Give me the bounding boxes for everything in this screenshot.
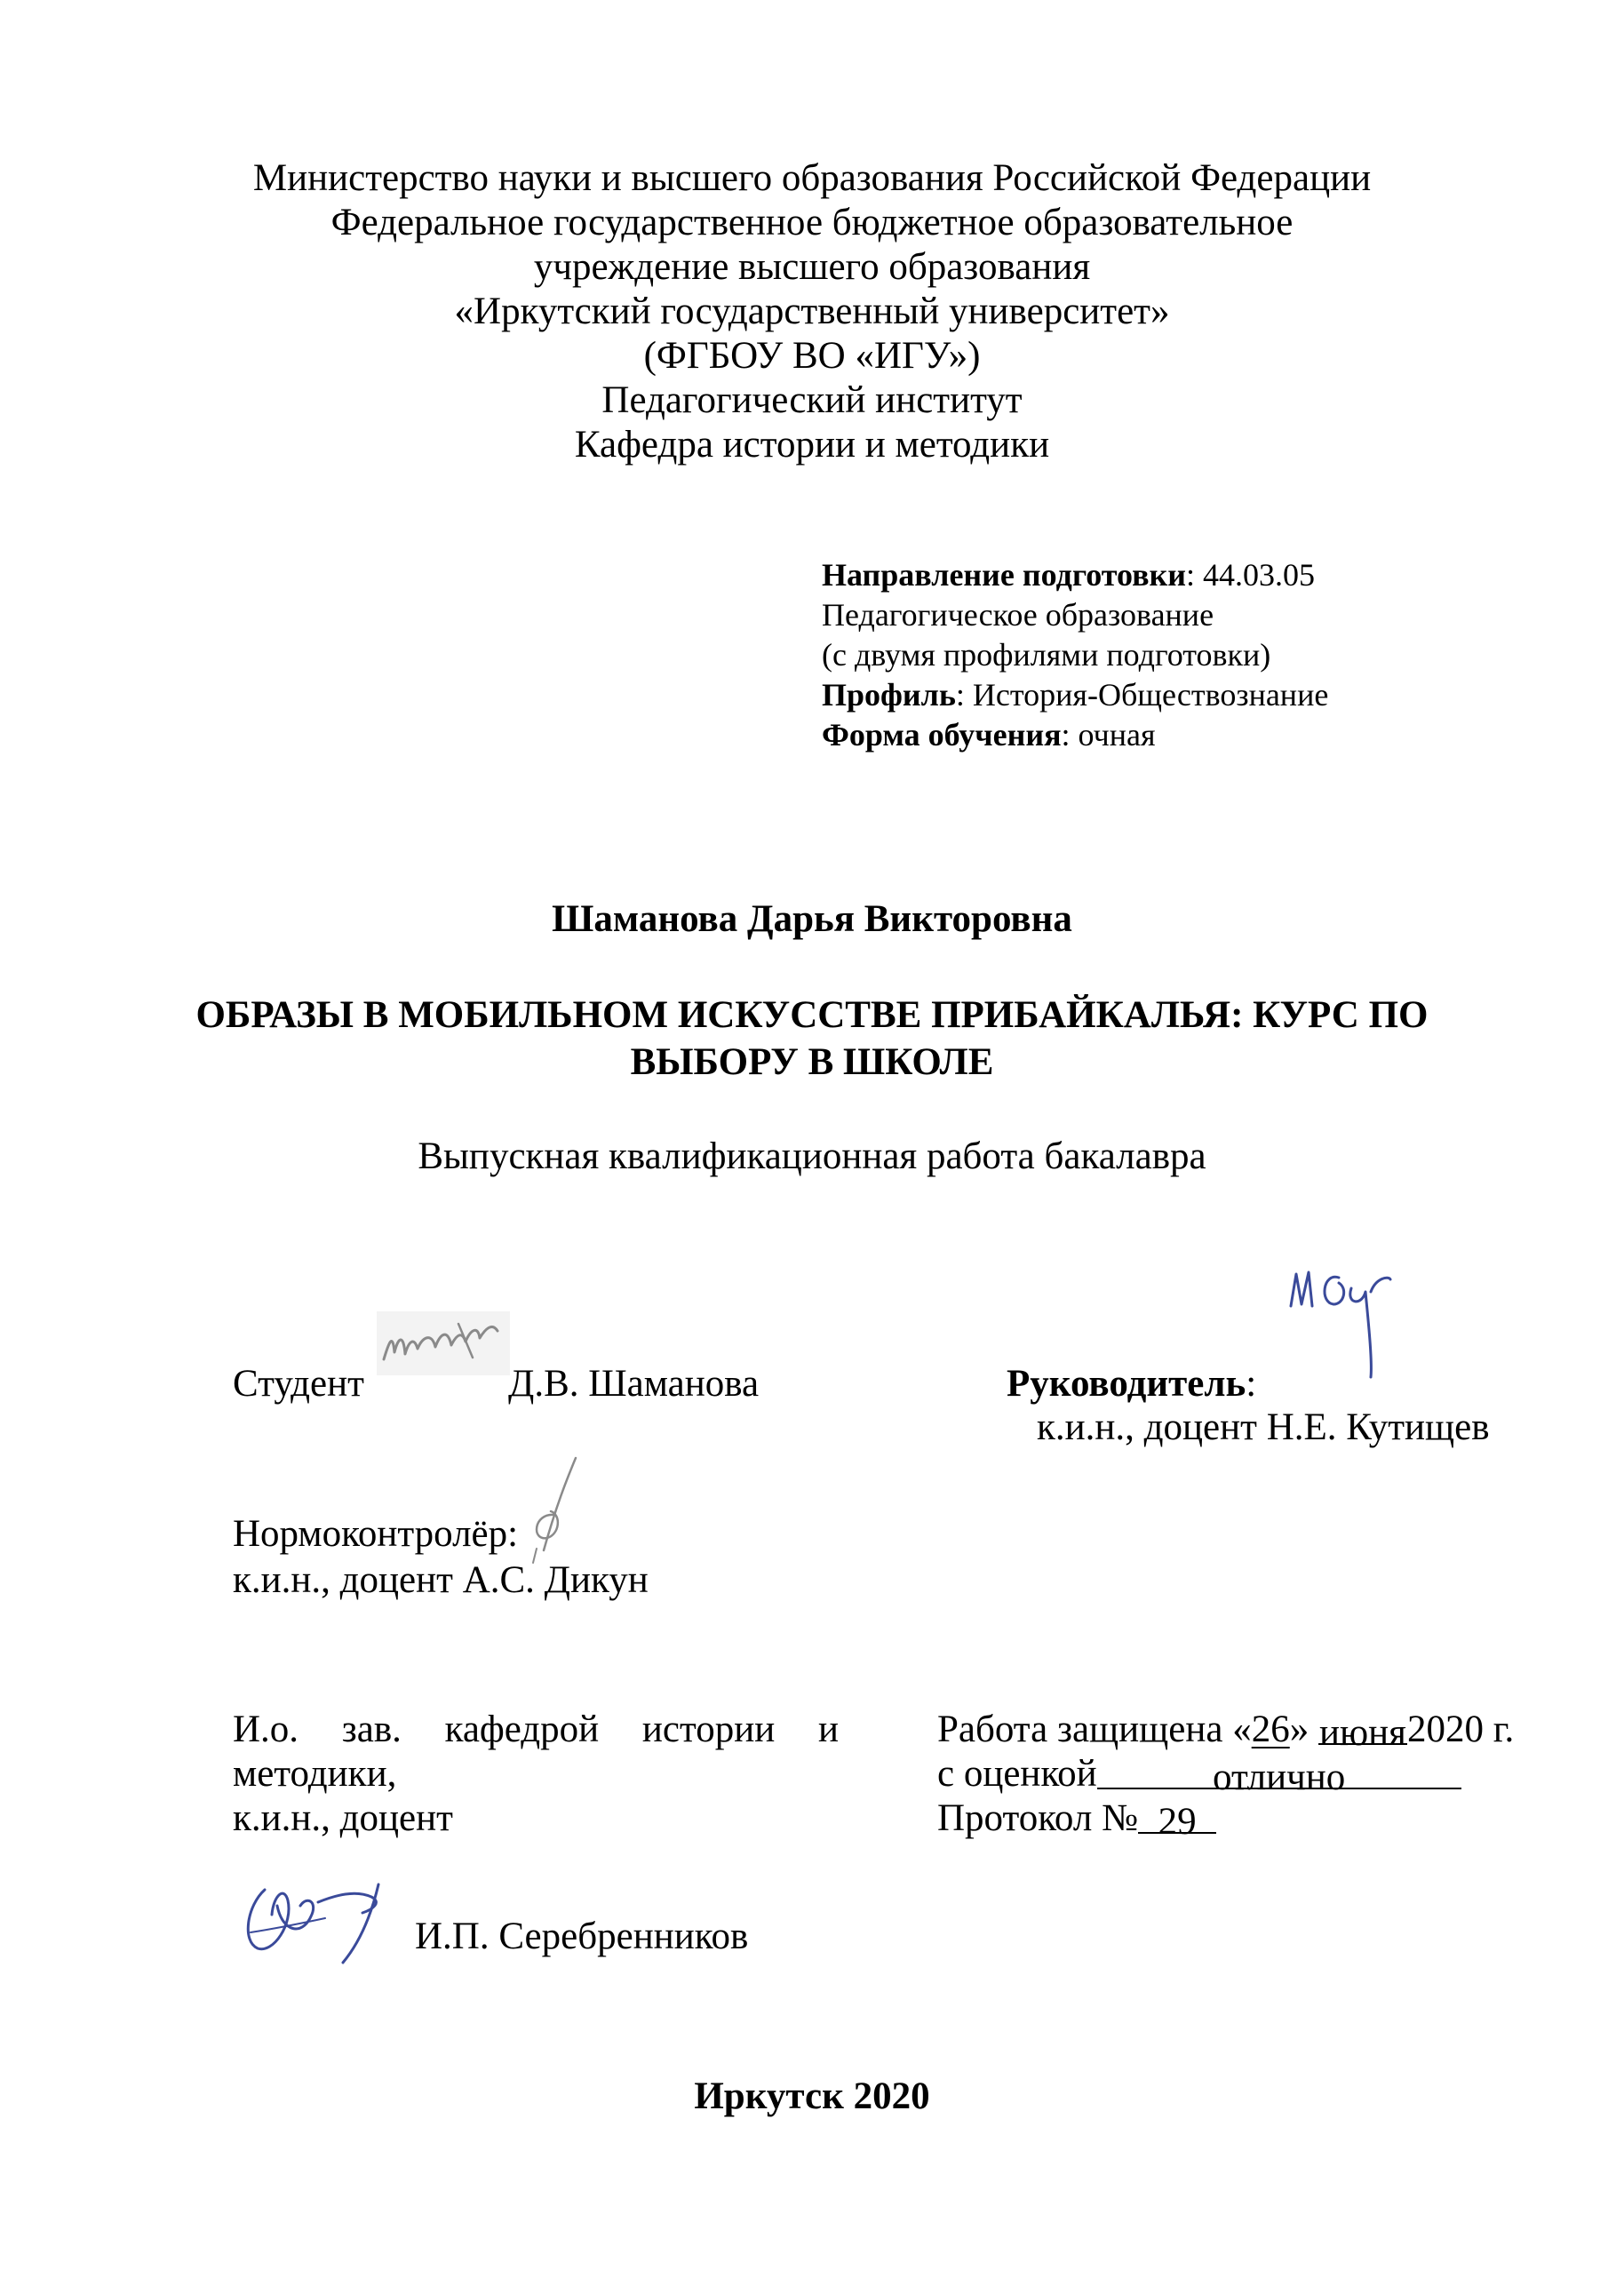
header-line-abbrev: (ФГБОУ ВО «ИГУ») [643, 335, 981, 377]
norm-control-label: Нормоконтролёр: [233, 1513, 519, 1555]
defense-date-line [937, 1708, 1514, 1752]
defense-grade-value: отлично [1213, 1756, 1346, 1798]
direction-label: Направление подготовки [822, 557, 1187, 593]
city-year: Иркутск 2020 [694, 2075, 930, 2117]
header-line-institute: Педагогический институт [601, 379, 1023, 421]
defense-year: 2020 г. [1406, 1709, 1515, 1750]
head-word-2: зав. [341, 1709, 402, 1750]
defense-grade-field [1097, 1752, 1461, 1798]
defense-quote-close: » [1289, 1709, 1310, 1750]
study-form-label: Форма обучения [822, 717, 1062, 753]
head-word-3: кафедрой [444, 1709, 600, 1750]
thesis-title-line-2: ВЫБОРУ В ШКОЛЕ [630, 1041, 994, 1083]
defense-grade-label: с оценкой [937, 1753, 1097, 1795]
defense-month: июня [1318, 1712, 1406, 1754]
student-label: Студент [233, 1363, 364, 1405]
profile-line [822, 675, 1328, 715]
supervisor-name: к.и.н., доцент Н.Е. Кутищев [1037, 1406, 1490, 1448]
defense-grade-line [937, 1752, 1514, 1796]
study-form-line [822, 715, 1328, 755]
institution-header [0, 156, 1624, 467]
thesis-title-line-1: ОБРАЗЫ В МОБИЛЬНОМ ИСКУССТВЕ ПРИБАЙКАЛЬЯ: КУРС ПО [195, 994, 1429, 1036]
norm-control-signature [524, 1453, 586, 1568]
student-signature [373, 1306, 515, 1382]
header-line-federal: Федеральное государственное бюджетное образовательное [330, 202, 1294, 243]
defense-info [937, 1708, 1514, 1841]
author-name: Шаманова Дарья Викторовна [552, 898, 1072, 940]
header-line-university: «Иркутский государственный университет» [454, 291, 1170, 332]
head-signature [238, 1870, 425, 1968]
head-title-line-3: к.и.н., доцент [233, 1797, 453, 1839]
defense-prefix: Работа защищена « [937, 1709, 1252, 1750]
head-name: И.П. Серебренников [415, 1916, 749, 1957]
profile-value: : История-Обществознание [955, 677, 1329, 713]
head-title-line-2: методики, [233, 1753, 397, 1795]
work-type: Выпускная квалификационная работа бакалавра [418, 1135, 1206, 1177]
direction-line [822, 555, 1328, 595]
thesis-title [0, 993, 1624, 1087]
norm-control-name: к.и.н., доцент А.С. Дикун [233, 1559, 649, 1601]
head-word-1: И.о. [233, 1709, 299, 1750]
header-line-institution: учреждение высшего образования [533, 246, 1091, 288]
defense-protocol-line [937, 1796, 1514, 1841]
profile-label: Профиль [822, 677, 956, 713]
head-word-5: и [817, 1709, 839, 1750]
direction-line-2: Педагогическое образование [822, 597, 1214, 633]
direction-value: : 44.03.05 [1186, 557, 1316, 593]
supervisor-label: Руководитель [1007, 1363, 1246, 1405]
head-title-line-1 [233, 1708, 839, 1752]
supervisor-signature [1284, 1253, 1399, 1386]
student-name: Д.В. Шаманова [508, 1363, 760, 1405]
study-form-value: : очная [1061, 717, 1156, 753]
defense-protocol-label: Протокол № [937, 1797, 1139, 1839]
defense-protocol-field [1138, 1796, 1216, 1843]
defense-day: 26 [1251, 1709, 1290, 1750]
program-info [822, 555, 1328, 755]
defense-month-field [1318, 1708, 1407, 1754]
supervisor-label-line [1007, 1362, 1256, 1406]
defense-protocol-value: 29 [1158, 1801, 1197, 1843]
header-line-department: Кафедра истории и методики [574, 424, 1050, 466]
direction-line-3: (с двумя профилями подготовки) [822, 637, 1271, 673]
head-of-department [233, 1708, 839, 1841]
supervisor-colon: : [1246, 1363, 1257, 1405]
header-line-ministry: Министерство науки и высшего образования Российской Федерации [252, 157, 1372, 199]
head-word-4: истории [641, 1709, 776, 1750]
